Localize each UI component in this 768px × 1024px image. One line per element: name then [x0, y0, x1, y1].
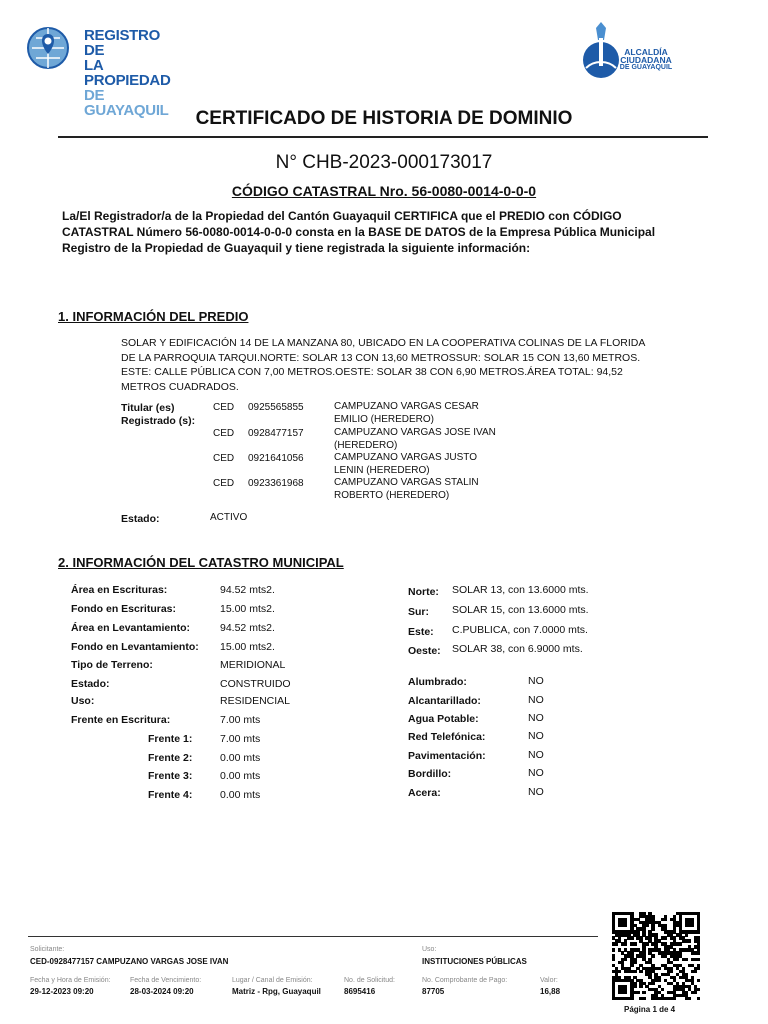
qr-module	[624, 991, 627, 994]
qr-module	[688, 939, 691, 942]
qr-module	[624, 942, 627, 945]
certificate-number: N° CHB-2023-000173017	[275, 152, 493, 173]
servicio-value: NO	[528, 694, 544, 706]
qr-module	[697, 979, 700, 982]
linderos-column	[400, 584, 730, 664]
footer-field-label: No. Comprobante de Pago:	[422, 977, 508, 984]
registro-logo-line2: LA PROPIEDAD	[84, 57, 171, 89]
footer-field-value: Matriz - Rpg, Guayaquil	[232, 987, 321, 996]
lindero-value: SOLAR 13, con 13.6000 mts.	[452, 584, 589, 596]
catastro-value: 0.00 mts	[220, 789, 261, 801]
servicio-value: NO	[528, 712, 544, 724]
catastro-value: RESIDENCIAL	[220, 695, 291, 707]
lindero-label: Oeste:	[408, 645, 441, 657]
intro-line1: La/El Registrador/a de la Propiedad del Cantón Guayaquil CERTIFICA que el PREDIO con CÓDIGO	[62, 209, 622, 223]
footer-field-value: 29-12-2023 09:20	[30, 987, 94, 996]
catastro-label: Frente en Escritura:	[71, 714, 171, 726]
registro-globe-icon	[26, 26, 70, 72]
qr-module	[612, 958, 615, 961]
catastro-value: MERIDIONAL	[220, 659, 286, 671]
servicio-value: NO	[528, 786, 544, 798]
uso-value: INSTITUCIONES PÚBLICAS	[422, 957, 527, 966]
qr-module	[676, 958, 679, 961]
registro-logo-line1: REGISTRO DE	[84, 27, 160, 59]
registro-logo-line3: DE GUAYAQUIL	[84, 87, 169, 119]
uso-label: Uso:	[422, 946, 437, 953]
catastro-label: Tipo de Terreno:	[71, 659, 153, 671]
lindero-value: C.PUBLICA, con 7.0000 mts.	[452, 624, 588, 636]
qr-module	[618, 970, 621, 973]
catastro-label: Frente 1:	[148, 733, 193, 745]
qr-module	[630, 936, 633, 939]
servicio-label: Bordillo:	[408, 768, 452, 780]
section2-title: 2. INFORMACIÓN DEL CATASTRO MUNICIPAL	[58, 555, 344, 570]
catastro-label: Frente 4:	[148, 789, 193, 801]
alcaldia-logo-line2: CIUDADANA	[620, 55, 672, 65]
qr-code	[612, 912, 700, 1000]
catastro-left-column	[0, 584, 400, 804]
qr-module	[688, 997, 691, 1000]
footer-field-value: 87705	[422, 987, 445, 996]
servicio-value: NO	[528, 767, 544, 779]
qr-module	[642, 991, 645, 994]
titular-name: LENIN (HEREDERO)	[334, 465, 430, 476]
titular-doc: CED	[213, 478, 235, 489]
qr-module	[697, 997, 700, 1000]
titular-name: CAMPUZANO VARGAS JOSE IVAN	[334, 427, 496, 438]
catastro-value: 0.00 mts	[220, 752, 261, 764]
lindero-value: SOLAR 38, con 6.9000 mts.	[452, 643, 583, 655]
catastro-label: Área en Escrituras:	[71, 584, 168, 596]
titular-name: CAMPUZANO VARGAS CESAR	[334, 401, 479, 412]
catastro-label: Fondo en Levantamiento:	[71, 641, 199, 653]
qr-module	[673, 997, 676, 1000]
catastro-value: 15.00 mts2.	[220, 603, 275, 615]
qr-module	[645, 942, 648, 945]
titular-id: 0923361968	[248, 478, 304, 489]
section1-title: 1. INFORMACIÓN DEL PREDIO	[58, 309, 249, 324]
qr-module	[651, 982, 654, 985]
servicio-label: Red Telefónica:	[408, 731, 486, 743]
titular-row	[213, 400, 533, 426]
qr-module	[691, 924, 694, 927]
footer-field-label: Fecha de Vencimiento:	[130, 977, 202, 984]
catastro-label: Estado:	[71, 678, 110, 690]
qr-module	[670, 970, 673, 973]
catastro-value: CONSTRUIDO	[220, 678, 291, 690]
solicitante-label: Solicitante:	[30, 946, 65, 953]
description-line2: DE LA PARROQUIA TARQUI.NORTE: SOLAR 13 CON 13,60 METROSSUR: SOLAR 15 CON 13,60 METROS.	[121, 351, 641, 364]
titular-doc: CED	[213, 428, 235, 439]
qr-module	[639, 985, 642, 988]
titular-name: CAMPUZANO VARGAS JUSTO	[334, 452, 477, 463]
qr-module	[658, 967, 661, 970]
intro-line3: Registro de la Propiedad de Guayaquil y tiene registrada la siguiente información:	[62, 241, 531, 255]
catastro-value: 7.00 mts	[220, 733, 261, 745]
qr-module	[630, 997, 633, 1000]
footer-field-label: No. de Solicitud:	[344, 977, 395, 984]
property-description	[121, 336, 645, 394]
titular-id: 0925565855	[248, 402, 304, 413]
qr-module	[633, 970, 636, 973]
qr-module	[697, 951, 700, 954]
titular-name: ROBERTO (HEREDERO)	[334, 490, 450, 501]
titular-row	[213, 476, 533, 502]
estado-label: Estado:	[121, 513, 160, 525]
page-indicator: Página 1 de 4	[624, 1005, 676, 1014]
lindero-label: Este:	[408, 626, 434, 638]
description-line4: METROS CUADRADOS.	[121, 380, 239, 393]
qr-module	[612, 948, 615, 951]
footer-divider	[28, 936, 598, 937]
catastro-value: 94.52 mts2.	[220, 584, 275, 596]
qr-module	[685, 933, 688, 936]
servicio-label: Acera:	[408, 787, 441, 799]
qr-module	[636, 991, 639, 994]
alcaldia-logo-line3: DE GUAYAQUIL	[619, 64, 673, 71]
description-line1: SOLAR Y EDIFICACIÓN 14 DE LA MANZANA 80, UBICADO EN LA COOPERATIVA COLINAS DE LA FLORIDA	[121, 337, 646, 349]
qr-module	[633, 942, 636, 945]
qr-module	[624, 958, 627, 961]
qr-module	[697, 930, 700, 933]
alcaldia-logo-line1: ALCALDÍA	[624, 47, 668, 57]
titular-doc: CED	[213, 402, 235, 413]
qr-module	[645, 924, 648, 927]
servicio-label: Alcantarillado:	[408, 695, 481, 707]
intro-paragraph	[62, 208, 722, 256]
lindero-label: Norte:	[408, 586, 439, 598]
codigo-catastral: CÓDIGO CATASTRAL Nro. 56-0080-0014-0-0-0	[231, 183, 537, 199]
qr-module	[694, 970, 697, 973]
qr-module	[639, 970, 642, 973]
intro-line2: CATASTRAL Número 56-0080-0014-0-0-0 consta en la BASE DE DATOS de la Empresa Pública Municipal	[62, 225, 656, 239]
document-title: CERTIFICADO DE HISTORIA DE DOMINIO	[195, 108, 573, 129]
catastro-value: 7.00 mts	[220, 714, 261, 726]
footer-field-value: 16,88	[540, 987, 561, 996]
titular-doc: CED	[213, 453, 235, 464]
qr-module	[664, 936, 667, 939]
solicitante-value: CED-0928477157 CAMPUZANO VARGAS JOSE IVAN	[30, 957, 229, 966]
estado-value: ACTIVO	[210, 512, 248, 523]
servicio-label: Agua Potable:	[408, 713, 479, 725]
servicio-value: NO	[528, 730, 544, 742]
catastro-label: Frente 2:	[148, 752, 193, 764]
catastro-label: Uso:	[71, 695, 95, 707]
qr-module	[685, 958, 688, 961]
qr-module	[651, 927, 654, 930]
titular-row	[213, 451, 533, 477]
servicio-label: Pavimentación:	[408, 750, 486, 762]
description-line3: ESTE: CALLE PÚBLICA CON 7,00 METROS.OESTE: SOLAR 38 CON 6,90 METROS.ÁREA TOTAL: 94,52	[121, 366, 623, 378]
footer-field-value: 8695416	[344, 987, 376, 996]
qr-module	[697, 958, 700, 961]
title-divider	[58, 136, 708, 138]
footer-field-label: Fecha y Hora de Emisión:	[30, 977, 111, 984]
titular-row	[213, 426, 533, 452]
catastro-label: Fondo en Escrituras:	[71, 603, 177, 615]
qr-module	[694, 991, 697, 994]
titular-id: 0921641056	[248, 453, 304, 464]
registro-logo	[26, 26, 176, 119]
footer-field-label: Valor:	[540, 977, 558, 984]
catastro-value: 0.00 mts	[220, 770, 261, 782]
footer-field-label: Lugar / Canal de Emisión:	[232, 977, 313, 984]
catastro-label: Frente 3:	[148, 770, 193, 782]
footer-fields	[0, 977, 600, 1001]
qr-module	[624, 924, 627, 927]
qr-module	[615, 942, 618, 945]
qr-module	[697, 967, 700, 970]
catastro-value: 94.52 mts2.	[220, 622, 275, 634]
titular-label: Titular (es) Registrado (s):	[121, 402, 196, 427]
titular-name: (HEREDERO)	[334, 440, 398, 451]
qr-module	[633, 985, 636, 988]
qr-module	[661, 988, 664, 991]
qr-module	[651, 954, 654, 957]
qr-module	[664, 918, 667, 921]
titular-name: EMILIO (HEREDERO)	[334, 414, 435, 425]
qr-module	[630, 964, 633, 967]
servicio-value: NO	[528, 749, 544, 761]
catastro-label: Área en Levantamiento:	[71, 622, 191, 634]
lindero-label: Sur:	[408, 606, 429, 618]
qr-module	[633, 961, 636, 964]
qr-module	[658, 979, 661, 982]
servicios-column	[400, 676, 600, 806]
titular-name: CAMPUZANO VARGAS STALIN	[334, 477, 479, 488]
servicio-value: NO	[528, 675, 544, 687]
titular-id: 0928477157	[248, 428, 304, 439]
qr-module	[697, 988, 700, 991]
qr-module	[642, 997, 645, 1000]
footer-field-value: 28-03-2024 09:20	[130, 987, 194, 996]
catastro-value: 15.00 mts2.	[220, 641, 275, 653]
servicio-label: Alumbrado:	[408, 676, 467, 688]
lindero-value: SOLAR 15, con 13.6000 mts.	[452, 604, 589, 616]
alcaldia-logo	[578, 20, 708, 82]
qr-module	[679, 942, 682, 945]
